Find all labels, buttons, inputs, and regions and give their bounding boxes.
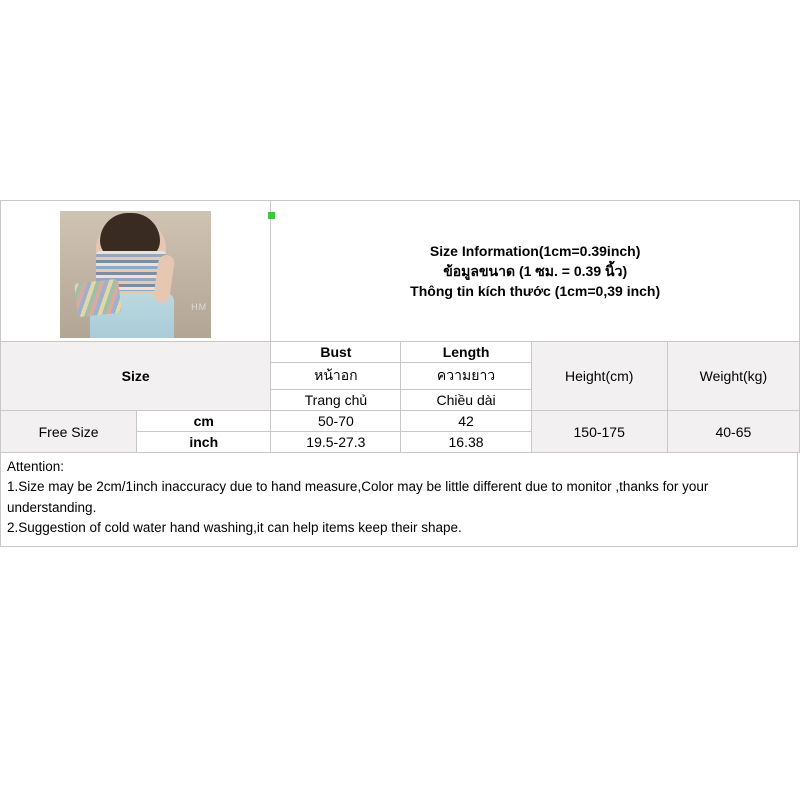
photo-striped-bag xyxy=(74,278,121,316)
table-row-cm xyxy=(1,411,800,432)
product-photo-cell xyxy=(1,201,271,342)
cell-bust-cm: 50-70 xyxy=(271,411,401,432)
size-information-title xyxy=(271,201,800,342)
table-row-title xyxy=(1,201,800,342)
header-bust-vi: Trang chủ xyxy=(271,390,401,411)
header-weight: Weight(kg) xyxy=(667,342,799,411)
header-height: Height(cm) xyxy=(531,342,667,411)
cell-height: 150-175 xyxy=(531,411,667,453)
attention-line-1: 1.Size may be 2cm/1inch inaccuracy due to hand measure,Color may be little different due to monitor ,thanks for your xyxy=(7,479,709,495)
size-chart-sheet xyxy=(0,200,800,547)
cell-length-cm: 42 xyxy=(401,411,531,432)
header-bust-en: Bust xyxy=(271,342,401,363)
cell-weight: 40-65 xyxy=(667,411,799,453)
attention-line-1b: understanding. xyxy=(7,499,97,515)
title-line-th: ข้อมูลขนาด (1 ซม. = 0.39 นิ้ว) xyxy=(443,262,628,279)
attention-line-2: 2.Suggestion of cold water hand washing,it can help items keep their shape. xyxy=(7,519,462,535)
header-length-th: ความยาว xyxy=(401,363,531,390)
title-line-vi: Thông tin kích thước (1cm=0,39 inch) xyxy=(410,283,661,300)
cell-bust-inch: 19.5-27.3 xyxy=(271,432,401,453)
photo-watermark: HM xyxy=(191,301,208,312)
title-line-en: Size Information(1cm=0.39inch) xyxy=(429,242,641,259)
green-marker-icon xyxy=(268,212,275,219)
cell-free-size: Free Size xyxy=(1,411,137,453)
header-length-vi: Chiều dài xyxy=(401,390,531,411)
header-bust-th: หน้าอก xyxy=(271,363,401,390)
size-information-table xyxy=(0,200,800,453)
header-length-en: Length xyxy=(401,342,531,363)
attention-block xyxy=(0,453,798,547)
cell-unit-inch: inch xyxy=(137,432,271,453)
product-photo xyxy=(60,211,211,338)
table-row-header-1 xyxy=(1,342,800,363)
header-size: Size xyxy=(1,342,271,411)
cell-unit-cm: cm xyxy=(137,411,271,432)
cell-length-inch: 16.38 xyxy=(401,432,531,453)
attention-heading: Attention: xyxy=(7,459,65,474)
